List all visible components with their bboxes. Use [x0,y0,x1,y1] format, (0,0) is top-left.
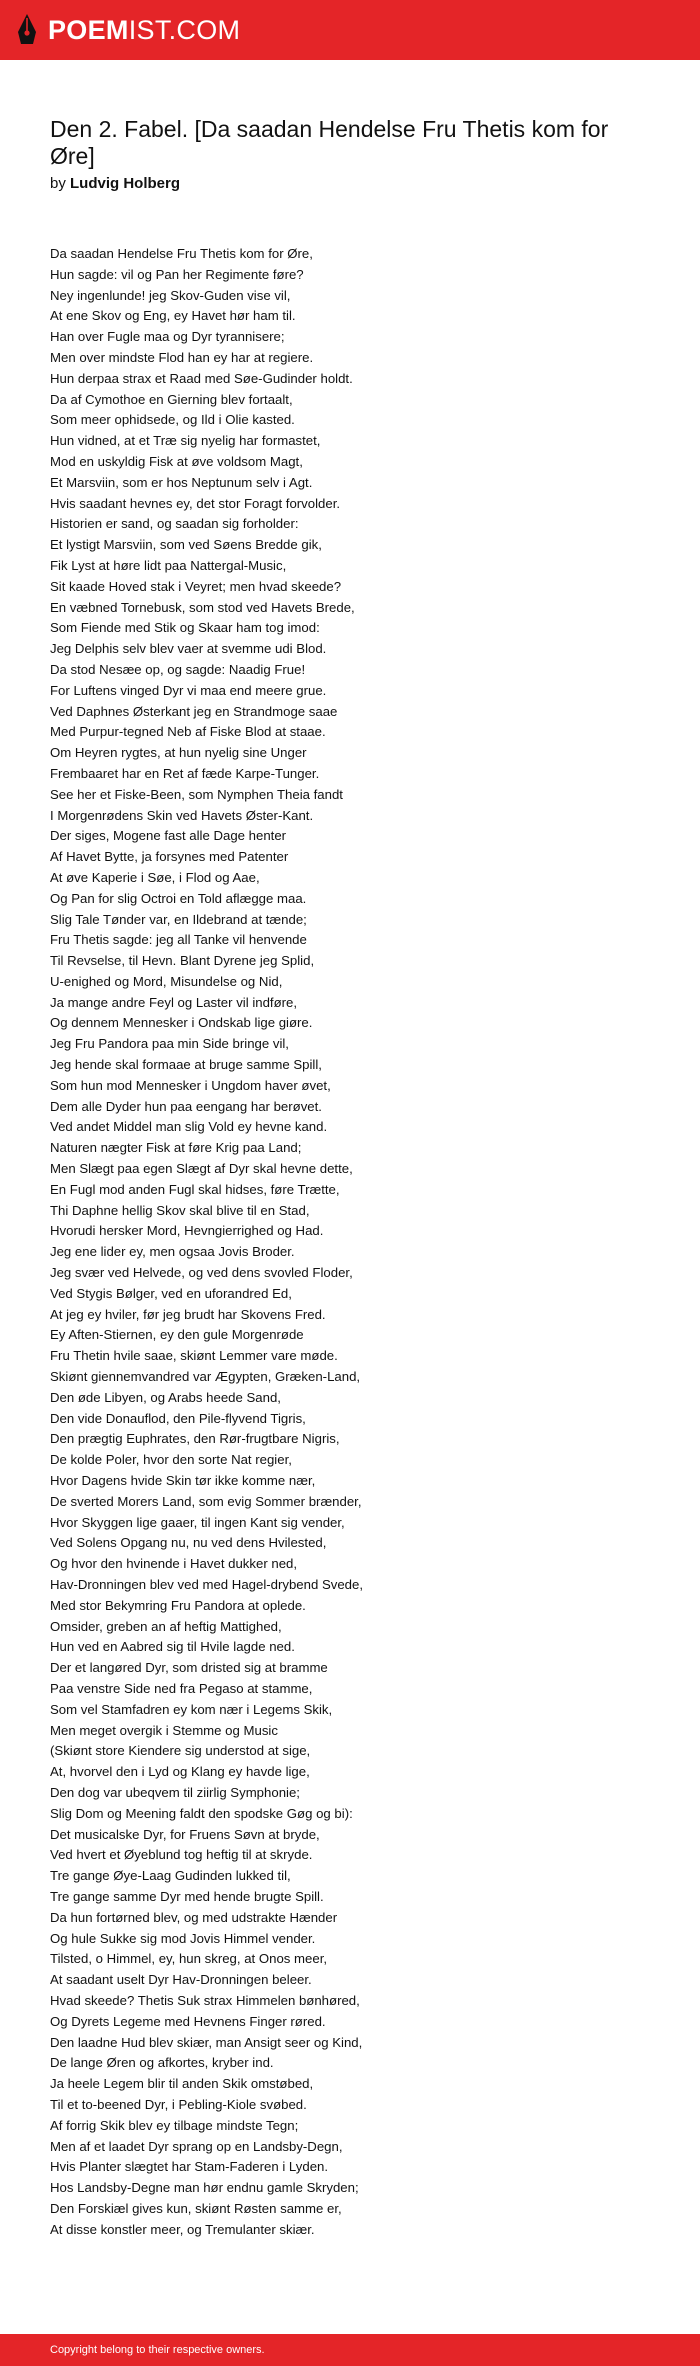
poem-line: Slig Tale Tønder var, en Ildebrand at tænde; [50,911,307,927]
poem-line: Hvorudi hersker Mord, Hevngierrighed og Had. [50,1223,324,1239]
poem-line: Til Revselse, til Hevn. Blant Dyrene jeg Splid, [50,953,315,969]
poem-line: Paa venstre Side ned fra Pegaso at stamme, [50,1680,313,1696]
poem-line: Hun ved en Aabred sig til Hvile lagde ned. [50,1639,295,1655]
poem-title: Den 2. Fabel. [Da saadan Hendelse Fru Thetis kom for Øre] [50,116,609,169]
poem-line: Som Fiende med Stik og Skaar ham tog imod: [50,620,320,636]
poem-line: Jeg hende skal formaae at bruge samme Spill, [50,1057,322,1073]
poem-line: Et Marsviin, som er hos Neptunum selv i Agt. [50,474,313,490]
poem-line: Og hvor den hvinende i Havet dukker ned, [50,1556,298,1572]
poem-line: Ja mange andre Feyl og Laster vil indføre, [50,994,298,1010]
poem-line: Hav-Dronningen blev ved med Hagel-drybend Svede, [50,1577,364,1592]
poem-line: Der siges, Mogene fast alle Dage henter [50,828,287,844]
poem-line: Hvis Planter slægtet har Stam-Faderen i Lyden. [50,2159,329,2175]
poem-line: Ved Stygis Bølger, ved en uforandred Ed, [50,1285,292,1301]
poem-line: Tre gange Øye-Laag Gudinden lukked til, [50,1868,291,1884]
poem-line: Tre gange samme Dyr med hende brugte Spill. [50,1888,324,1904]
poem-line: Men Slægt paa egen Slægt af Dyr skal hevne dette, [50,1161,353,1177]
poem-line: En Fugl mod anden Fugl skal hidses, føre Trætte, [50,1181,340,1197]
by-label: by [50,175,66,192]
poem-line: Hvad skeede? Thetis Suk strax Himmelen bønhøred, [50,1992,360,2008]
poem-line: Den laadne Hud blev skiær, man Ansigt seer og Kind, [50,2034,363,2050]
poem-line: Men over mindste Flod han ey har at regiere. [50,349,314,365]
poem-line: I Morgenrødens Skin ved Havets Øster-Kant. [50,807,314,823]
poem-line: Af forrig Skik blev ey tilbage mindste Tegn; [50,2117,299,2133]
poem-line: Og Pan for slig Octroi en Told aflægge maa. [50,890,307,906]
poem-line: At saadant uselt Dyr Hav-Dronningen beleer. [50,1972,312,1988]
poem-line: Hvis saadant hevnes ey, det stor Foragt forvolder. [50,495,341,511]
top-bar [0,0,700,60]
poem-line: Da stod Nesæe op, og sagde: Naadig Frue! [50,661,306,677]
poem-line: Mod en uskyldig Fisk at øve voldsom Magt, [50,453,303,469]
poem-line: De kolde Poler, hvor den sorte Nat regier, [50,1452,292,1468]
poem-line: Den Forskiæl gives kun, skiønt Røsten samme er, [50,2200,342,2216]
poem-line: Da saadan Hendelse Fru Thetis kom for Øre, [50,246,313,261]
poem-line: Den vide Donauflod, den Pile-flyvend Tigris, [50,1410,306,1426]
poem-line: Som hun mod Mennesker i Ungdom haver øvet, [50,1077,331,1093]
poem-line: Og hule Sukke sig mod Jovis Himmel vender. [50,1930,316,1946]
poem-line: Jeg Delphis selv blev vaer at svemme udi Blod. [50,641,327,657]
poem-line: Naturen nægter Fisk at føre Krig paa Land; [50,1140,302,1156]
poem-line: En væbned Tornebusk, som stod ved Havets Brede, [50,599,355,615]
poem-line: Det musicalske Dyr, for Fruens Søvn at bryde, [50,1826,320,1842]
poem-line: Den prægtig Euphrates, den Rør-frugtbare Nigris, [50,1431,340,1447]
site-logo[interactable] [16,12,240,48]
poem-line: Da hun fortørned blev, og med udstrakte Hænder [50,1909,338,1925]
poem-line: Et lystigt Marsviin, som ved Søens Bredde gik, [50,537,322,553]
poem-line: Fik Lyst at høre lidt paa Nattergal-Music, [50,557,287,573]
poem-body [50,244,650,2241]
poem-line: Historien er sand, og saadan sig forholder: [50,516,299,532]
poem-line: Frembaaret har en Ret af fæde Karpe-Tunger. [50,765,320,781]
poem-line: Og Dyrets Legeme med Hevnens Finger røred. [50,2013,326,2029]
copyright-text: Copyright belong to their respective owners. [50,2344,265,2356]
poem-line: Jeg svær ved Helvede, og ved dens svovled Floder, [50,1265,353,1281]
poem-line: Sit kaade Hoved stak i Veyret; men hvad skeede? [50,578,342,594]
poem-line: Hun sagde: vil og Pan her Regimente føre? [50,266,304,282]
poem-line: At, hvorvel den i Lyd og Klang ey havde lige, [50,1764,310,1780]
poem-line: See her et Fiske-Been, som Nymphen Theia fandt [50,786,343,802]
poem-line: Da af Cymothoe en Gierning blev fortaalt, [50,391,293,407]
poem-line: Fru Thetin hvile saae, skiønt Lemmer vare møde. [50,1348,338,1364]
poem-line: Men meget overgik i Stemme og Music [50,1722,278,1738]
poem-line: Hun derpaa strax et Raad med Søe-Gudinder holdt. [50,370,353,386]
poem-line: De sverted Morers Land, som evig Sommer brænder, [50,1493,362,1509]
poem-line: Som vel Stamfadren ey kom nær i Legems Skik, [50,1701,333,1717]
poem-line: Han over Fugle maa og Dyr tyrannisere; [50,329,285,345]
author-name[interactable]: Ludvig Holberg [70,175,181,192]
poem-line: Ved Daphnes Østerkant jeg en Strandmoge saae [50,703,338,719]
poem-line: Ved hvert et Øyeblund tog heftig til at skryde. [50,1847,313,1863]
poem-line: Ey Aften-Stiernen, ey den gule Morgenrøde [50,1327,304,1343]
poem-line: At ene Skov og Eng, ey Havet hør ham til. [50,308,296,324]
poem-line: Og dennem Mennesker i Ondskab lige giøre. [50,1015,313,1031]
poem-line: Ved andet Middel man slig Vold ey hevne kand. [50,1119,328,1135]
byline [50,174,180,194]
poem-line: Af Havet Bytte, ja forsynes med Patenter [50,849,289,865]
poem-line: Thi Daphne hellig Skov skal blive til en Stad, [50,1202,310,1218]
poem-line: At disse konstler meer, og Tremulanter skiær. [50,2221,315,2237]
poem-line: Med stor Bekymring Fru Pandora at oplede. [50,1597,306,1613]
poem-line: At øve Kaperie i Søe, i Flod og Aae, [50,869,260,885]
poem-line: Den øde Libyen, og Arabs heede Sand, [50,1389,281,1405]
poem-line: Med Purpur-tegned Neb af Fiske Blod at staae. [50,724,326,740]
poem-line: U-enighed og Mord, Misundelse og Nid, [50,973,283,989]
poem-line: Ja heele Legem blir til anden Skik omstøbed, [50,2076,314,2092]
poem-line: Til et to-beened Dyr, i Pebling-Kiole svøbed. [50,2096,307,2112]
poem-line: Hvor Dagens hvide Skin tør ikke komme nær, [50,1473,316,1489]
poem-line: At jeg ey hviler, før jeg brudt har Skovens Fred. [50,1306,326,1322]
poem-line: For Luftens vinged Dyr vi maa end meere grue. [50,682,327,698]
logo-text-light: IST.COM [128,15,241,45]
poem-line: Den dog var ubeqvem til ziirlig Symphonie; [50,1784,300,1800]
poem-line: Fru Thetis sagde: jeg all Tanke vil henvende [50,932,307,948]
poem-line: Skiønt giennemvandred var Ægypten, Græken-Land, [50,1369,361,1385]
poem-line: Jeg ene lider ey, men ogsaa Jovis Broder. [50,1244,295,1260]
poem-line: Men af et laadet Dyr sprang op en Landsby-Degn, [50,2138,343,2154]
poem-line: Hun vidned, at et Træ sig nyelig har formastet, [50,433,321,449]
poem-line: Hos Landsby-Degne man hør endnu gamle Skryden; [50,2180,359,2196]
footer-bar [0,2334,700,2366]
poem-line: Ney ingenlunde! jeg Skov-Guden vise vil, [50,287,291,303]
poem-line: (Skiønt store Kiendere sig understod at sige, [50,1743,311,1759]
poem-line: De lange Øren og afkortes, kryber ind. [50,2055,274,2071]
poem-line: Ved Solens Opgang nu, nu ved dens Hvilested, [50,1535,327,1551]
poem-line: Der et langøred Dyr, som dristed sig at bramme [50,1660,328,1676]
poem-line: Omsider, greben an af heftig Mattighed, [50,1618,282,1634]
poem-line: Dem alle Dyder hun paa eengang har berøvet. [50,1098,322,1114]
poem-line: Tilsted, o Himmel, ey, hun skreg, at Onos meer, [50,1951,328,1967]
poem-line: Om Heyren rygtes, at hun nyelig sine Unger [50,745,307,761]
poem-line: Som meer ophidsede, og Ild i Olie kasted. [50,412,295,428]
poem-line: Jeg Fru Pandora paa min Side bringe vil, [50,1036,289,1052]
poem-line: Hvor Skyggen lige gaaer, til ingen Kant sig vender, [50,1514,345,1530]
logo-text-bold: POEM [48,15,129,45]
poem-line: Slig Dom og Meening faldt den spodske Gøg og bi): [50,1805,353,1821]
logo-text [48,12,240,48]
pen-nib-icon [16,12,38,48]
